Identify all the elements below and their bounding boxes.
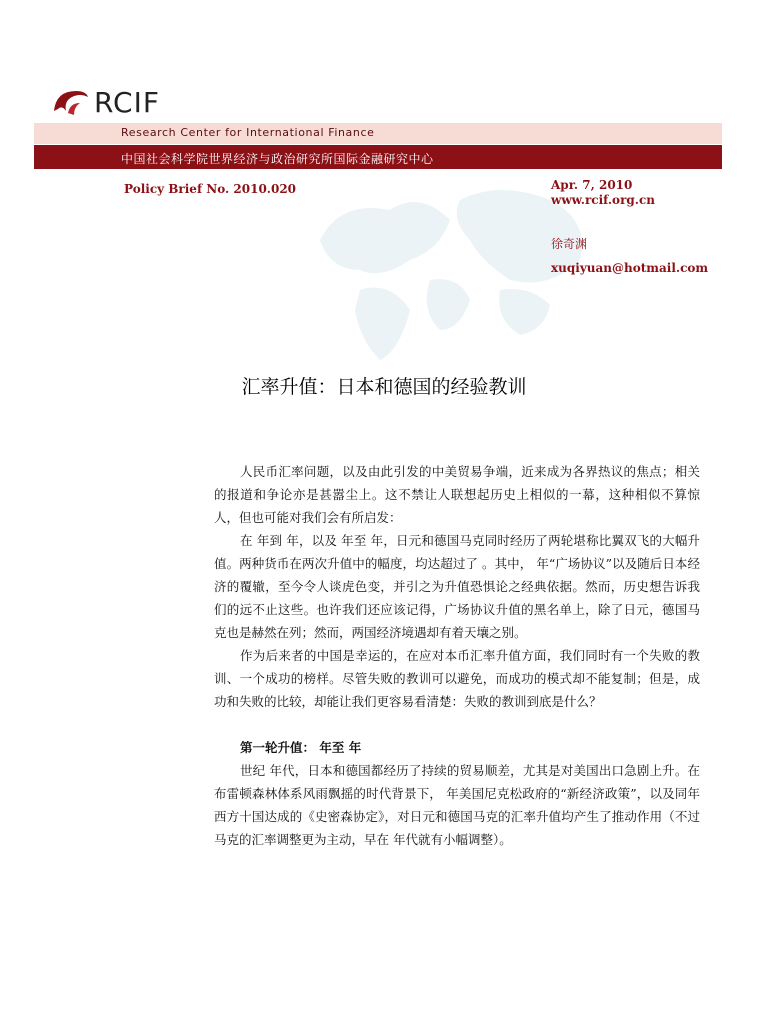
policy-brief-number: Policy Brief No. 2010.020 (124, 182, 297, 196)
swirl-logo-icon (50, 85, 90, 119)
world-map-background (300, 180, 600, 370)
paragraph: 作为后来者的中国是幸运的，在应对本币汇率升值方面，我们同时有一个失败的教训、一个成功的榜样。尽管失败的教训可以避免，而成功的模式却不能复制；但是，成功和失败的比较，却能让我们更容易看清楚：失败的教训到底是什么？ (214, 648, 700, 709)
publish-date: Apr. 7, 2010 (551, 178, 633, 192)
article-body (214, 460, 700, 851)
org-english-band (34, 123, 722, 144)
article-title: 汇率升值：日本和德国的经验教训 (241, 376, 527, 398)
logo-text: RCIF (94, 85, 160, 119)
author-name: 徐奇渊 (551, 237, 588, 251)
author-email[interactable]: xuqiyuan@hotmail.com (551, 261, 709, 275)
rcif-logo (50, 84, 160, 120)
org-chinese-band (34, 145, 722, 169)
paragraph: 世纪 年代，日本和德国都经历了持续的贸易顺差，尤其是对美国出口急剧上升。在布雷顿森林体系风雨飘摇的时代背景下， 年美国尼克松政府的“新经济政策”，以及同年西方十国达成的《史密森协定》，对日元和德国马克的汇率升值均产生了推动作用（不过马克的汇率调整更为主动，早在 年代就有小幅调整）。 (214, 763, 700, 847)
website-link[interactable]: www.rcif.org.cn (551, 193, 655, 207)
section-heading: 第一轮升值： 年至 年 (240, 740, 362, 755)
paragraph: 人民币汇率问题，以及由此引发的中美贸易争端，近来成为各界热议的焦点；相关的报道和争论亦是甚嚣尘上。这不禁让人联想起历史上相似的一幕，这种相似不算惊人，但也可能对我们会有所启发： (214, 464, 700, 525)
org-chinese-name: 中国社会科学院世界经济与政治研究所国际金融研究中心 (121, 152, 434, 166)
paragraph: 在 年到 年，以及 年至 年，日元和德国马克同时经历了两轮堪称比翼双飞的大幅升值。两种货币在两次升值中的幅度，均达超过了 。其中， 年“广场协议”以及随后日本经济的覆辙，至今令人谈虎色变，并引之为升值恐惧论之经典依据。然而，历史想告诉我们的远不止这些。也许我们还应该记得，广场协议升值的黑名单上，除了日元，德国马克也是赫然在列；然而，两国经济境遇却有着天壤之别。 (214, 533, 700, 640)
org-english-name: Research Center for International Finance (121, 126, 375, 139)
